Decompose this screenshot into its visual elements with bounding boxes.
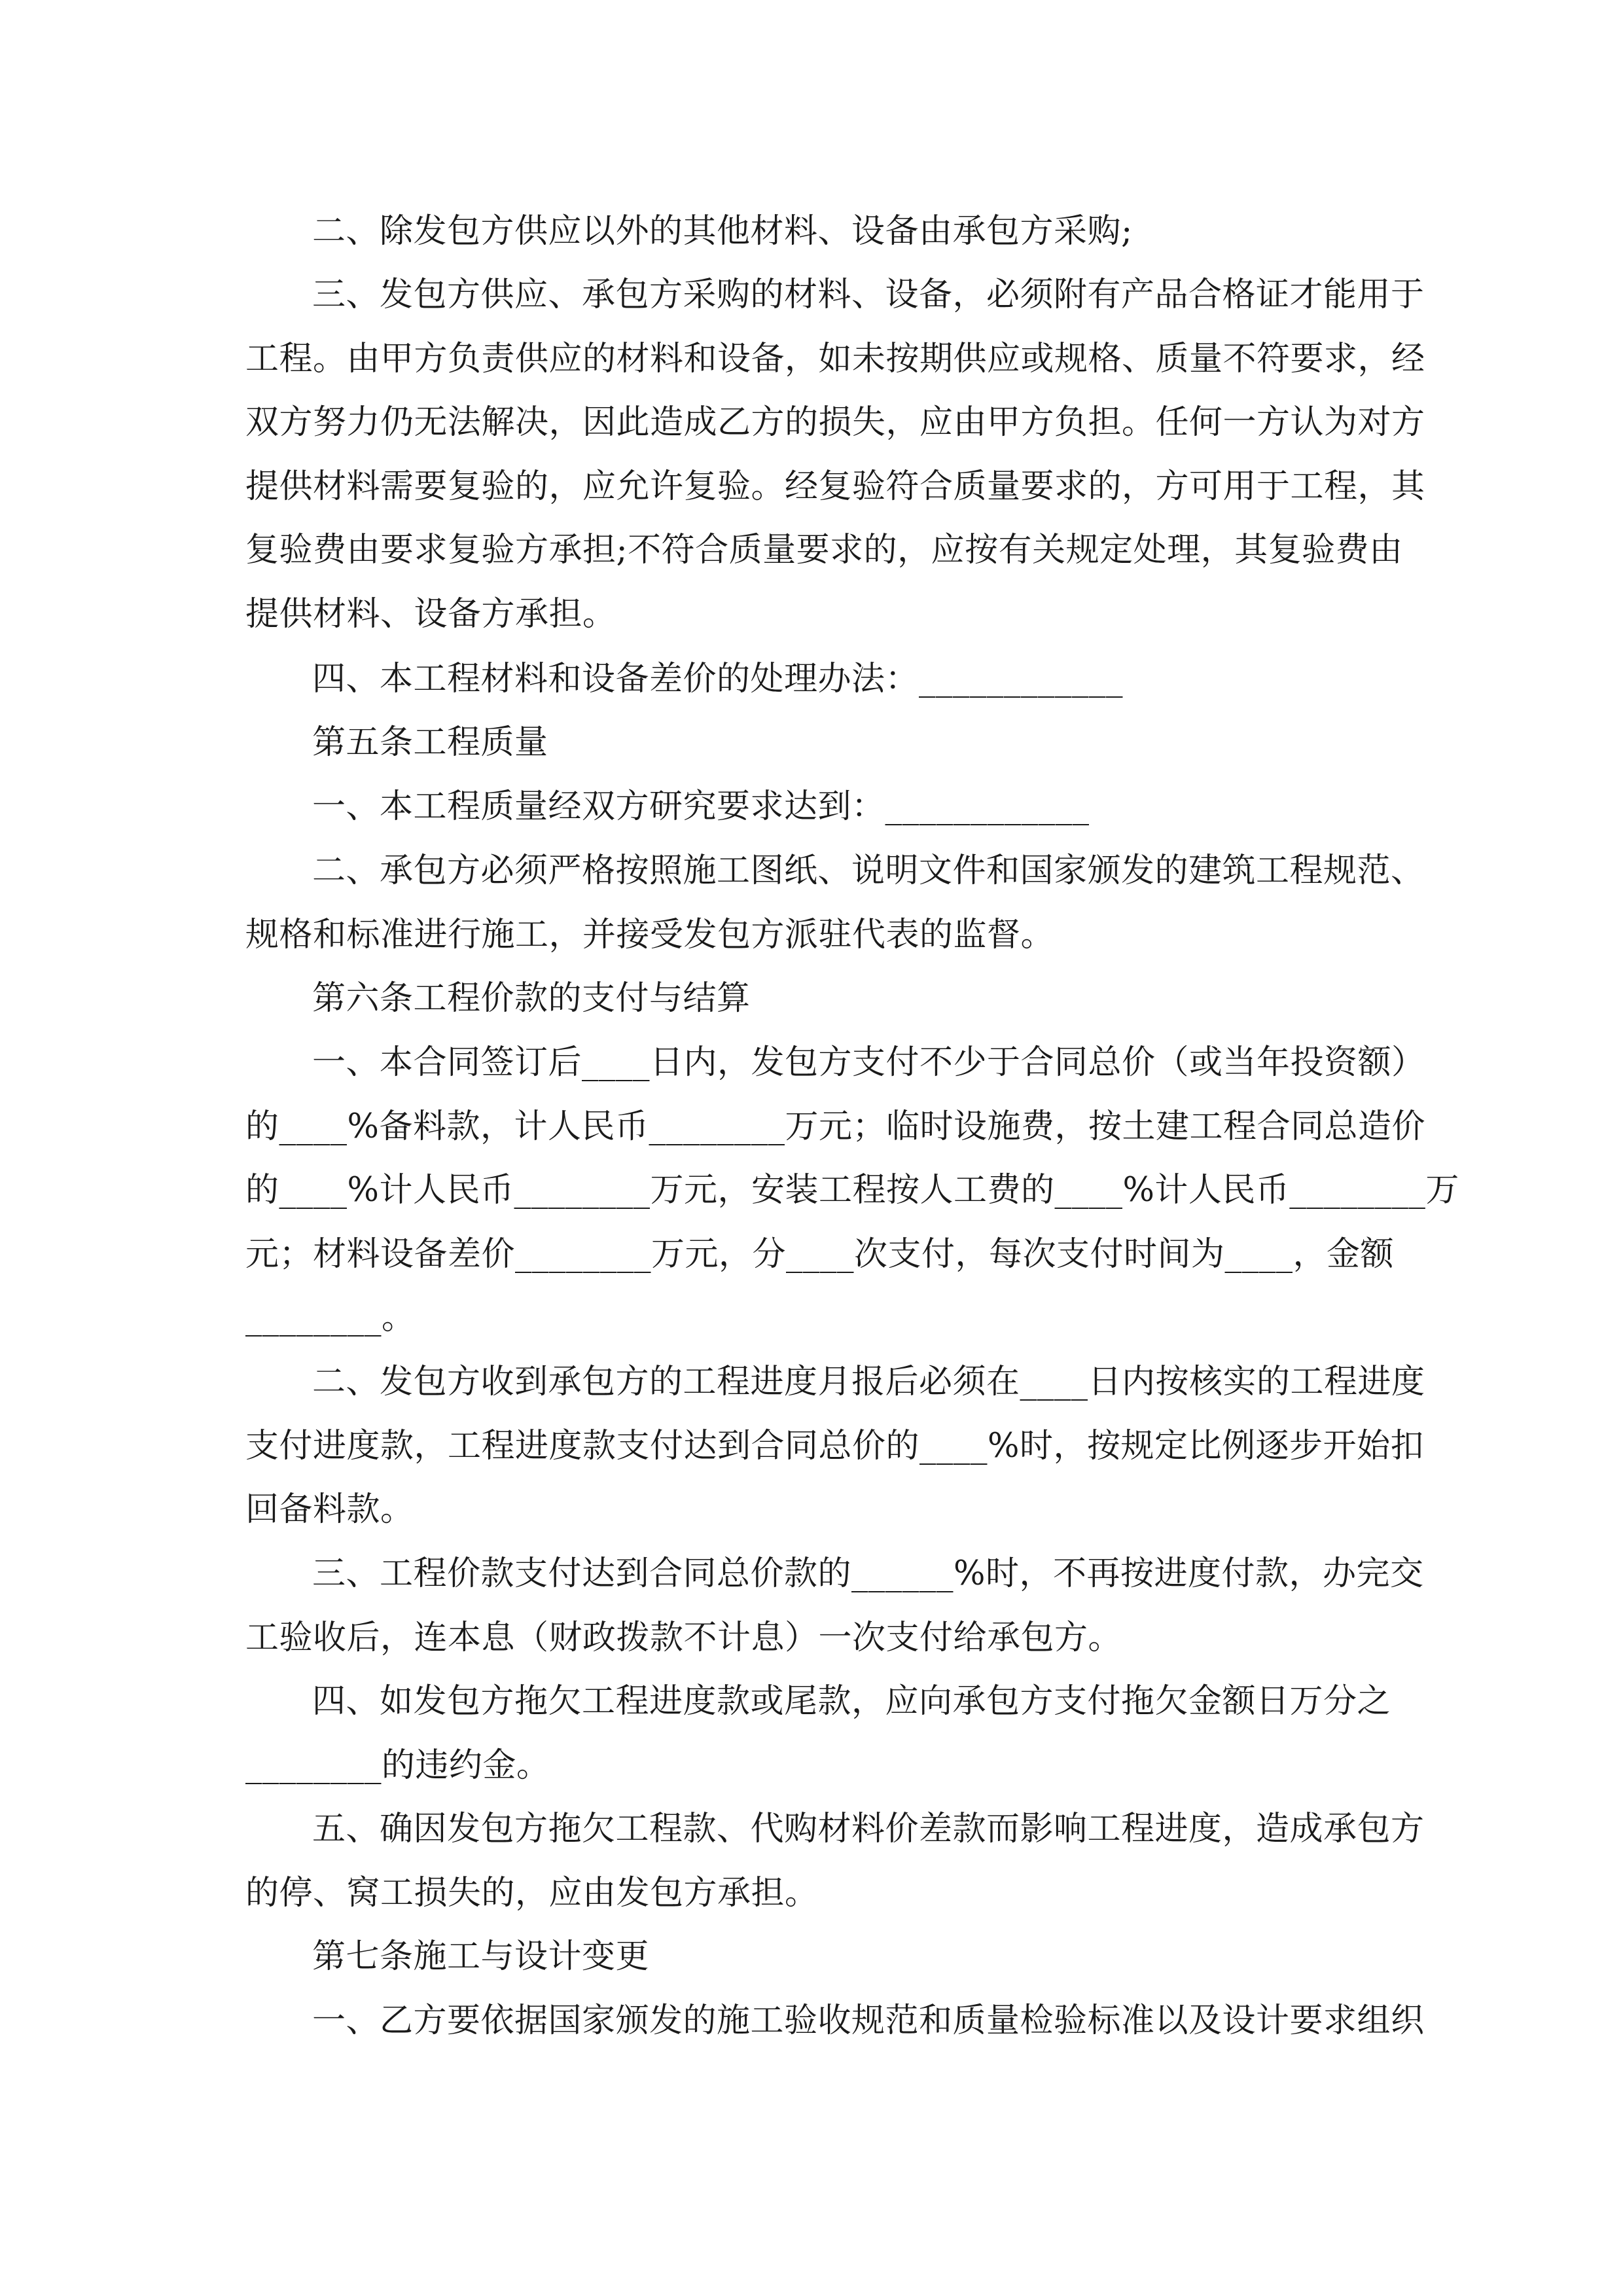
paragraph-late-penalty xyxy=(245,1670,1391,1797)
text-line: 工程。由甲方负责供应的材料和设备，如未按期供应或规格、质量不符要求，经 xyxy=(245,339,1425,378)
text-line: ________的违约金。 xyxy=(245,1746,550,1785)
text-line: 双方努力仍无法解决，因此造成乙方的损失，应由甲方负担。任何一方认为对方 xyxy=(245,403,1425,442)
text-line: 支付进度款，工程进度款支付达到合同总价的____%时，按规定比例逐步开始扣 xyxy=(245,1426,1424,1465)
text-line: 四、本工程材料和设备差价的处理办法：____________ xyxy=(312,660,1124,698)
paragraph-quality-target xyxy=(245,775,1381,839)
paragraph-material-certification xyxy=(245,263,1425,647)
text-line: 的停、窝工损失的，应由发包方承担。 xyxy=(245,1873,819,1912)
paragraph-advance-payment xyxy=(245,1031,1459,1350)
text-line: 五、确因发包方拖欠工程款、代购材料价差款而影响工程进度，造成承包方 xyxy=(312,1810,1425,1848)
text-line: 回备料款。 xyxy=(245,1490,414,1530)
section-heading: 第五条工程质量 xyxy=(312,723,548,762)
text-line: 一、乙方要依据国家颁发的施工验收规范和质量检验标准以及设计要求组织 xyxy=(312,2001,1425,2040)
paragraph-price-difference xyxy=(245,647,1381,711)
text-line: 一、本合同签订后____日内，发包方支付不少于合同总价（或当年投资额） xyxy=(312,1043,1425,1082)
paragraph-progress-payment xyxy=(245,1350,1425,1542)
text-line: 的____%计人民币________万元，安装工程按人工费的____%计人民币________万 xyxy=(245,1171,1459,1210)
text-line: 元；材料设备差价________万元，分____次支付，每次支付时间为____，金额 xyxy=(245,1234,1395,1274)
text-line: 二、发包方收到承包方的工程进度月报后必须在____日内按核实的工程进度 xyxy=(312,1363,1425,1401)
text-line: 规格和标准进行施工，并接受发包方派驻代表的监督。 xyxy=(245,915,1055,954)
paragraph-materials-procurement xyxy=(245,200,1381,264)
text-line: 工验收后，连本息（财政拨款不计息）一次支付给承包方。 xyxy=(245,1618,1122,1657)
text-line: 三、工程价款支付达到合同总价款的______%时，不再按进度付款，办完交 xyxy=(312,1554,1424,1593)
heading-article-5 xyxy=(245,711,1381,775)
section-heading: 第六条工程价款的支付与结算 xyxy=(312,979,751,1018)
text-line: 一、本工程质量经双方研究要求达到：____________ xyxy=(312,787,1090,826)
paragraph-construction-organization xyxy=(245,1989,1425,2053)
text-line: 的____%备料款，计人民币________万元；临时设施费，按土建工程合同总造价 xyxy=(245,1107,1425,1146)
text-line: 提供材料需要复验的，应允许复验。经复验符合质量要求的，方可用于工程，其 xyxy=(245,467,1425,506)
paragraph-delay-losses xyxy=(245,1797,1425,1925)
section-heading: 第七条施工与设计变更 xyxy=(312,1937,650,1976)
heading-article-6 xyxy=(245,967,1381,1031)
paragraph-construction-standards xyxy=(245,839,1425,967)
heading-article-7 xyxy=(245,1925,1381,1989)
text-line: 三、发包方供应、承包方采购的材料、设备，必须附有产品合格证才能用于 xyxy=(312,276,1425,314)
text-line: ________。 xyxy=(245,1299,416,1338)
text-line: 复验费由要求复验方承担;不符合质量要求的，应按有关规定处理，其复验费由 xyxy=(245,531,1403,570)
text-line: 二、承包方必须严格按照施工图纸、说明文件和国家颁发的建筑工程规范、 xyxy=(312,852,1425,890)
text-line: 二、除发包方供应以外的其他材料、设备由承包方采购; xyxy=(312,212,1133,251)
paragraph-final-payment xyxy=(245,1542,1424,1670)
text-line: 四、如发包方拖欠工程进度款或尾款，应向承包方支付拖欠金额日万分之 xyxy=(312,1682,1391,1721)
text-line: 提供材料、设备方承担。 xyxy=(245,594,616,634)
